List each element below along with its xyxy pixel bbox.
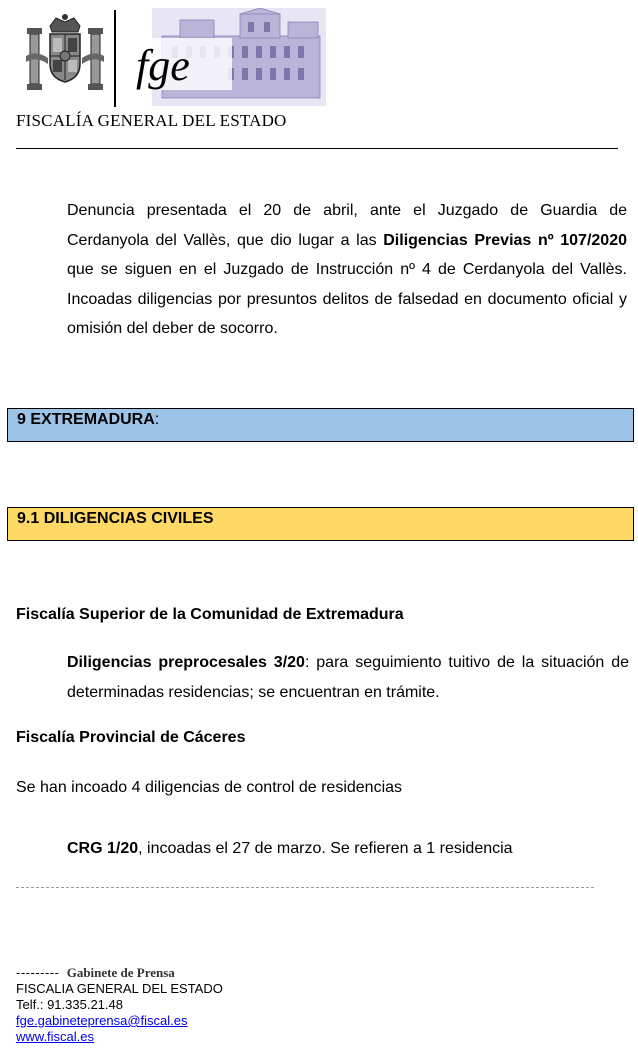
dashed-separator <box>16 887 594 888</box>
complaint-text-2: que se siguen en el Juzgado de Instrucción nº 4 de Cerdanyola del Vallès. Incoadas diligencias por presuntos delitos de falsedad en documento oficial y omisión del deber de socorro. <box>67 261 627 337</box>
footer-email-link[interactable]: fge.gabineteprensa@fiscal.es <box>16 1013 188 1028</box>
complaint-paragraph <box>67 196 627 344</box>
preprocesales-ref: Diligencias preprocesales 3/20 <box>67 654 305 671</box>
fiscalia-superior-heading: Fiscalía Superior de la Comunidad de Extremadura <box>16 606 404 623</box>
section-civiles-banner <box>7 507 634 541</box>
footer-org: FISCALIA GENERAL DEL ESTADO <box>16 981 223 996</box>
footer-web-link[interactable]: www.fiscal.es <box>16 1029 95 1044</box>
complaint-text-1: Denuncia presentada el 20 de abril, ante el Juzgado de Guardia de Cerdanyola del Vallès, que dio lugar a las <box>67 202 627 249</box>
preprocesales-paragraph <box>67 648 629 707</box>
footer-phone: Telf.: 91.335.21.48 <box>16 997 123 1012</box>
fiscalia-caceres-heading: Fiscalía Provincial de Cáceres <box>16 729 246 746</box>
crg-paragraph <box>67 840 513 858</box>
footer-gabinete <box>16 965 175 981</box>
section-extremadura-title: 9 EXTREMADURA <box>17 411 155 428</box>
header-divider <box>114 10 116 107</box>
crg-ref: CRG 1/20 <box>67 840 139 857</box>
section-civiles-title: 9.1 DILIGENCIAS CIVILES <box>17 510 214 527</box>
fge-logo-text: fge <box>136 41 190 90</box>
footer-dashes: --------- <box>16 965 60 980</box>
section-extremadura-banner <box>7 408 634 442</box>
caceres-intro: Se han incoado 4 diligencias de control de residencias <box>16 779 403 796</box>
footer-gabinete-label: Gabinete de Prensa <box>66 965 175 980</box>
header-rule <box>16 148 618 149</box>
organization-name: FISCALÍA GENERAL DEL ESTADO <box>16 111 287 130</box>
diligencias-previas-ref: Diligencias Previas nº 107/2020 <box>383 231 627 249</box>
fge-logo <box>128 8 326 106</box>
coat-of-arms-logo <box>22 12 108 98</box>
crg-text: , incoadas el 27 de marzo. Se refieren a 1 residencia <box>138 840 513 857</box>
section-extremadura-colon: : <box>154 411 160 428</box>
preprocesales-text: : para seguimiento tuitivo de la situación de determinadas residencias; se encuentran en trámite. <box>67 654 629 701</box>
